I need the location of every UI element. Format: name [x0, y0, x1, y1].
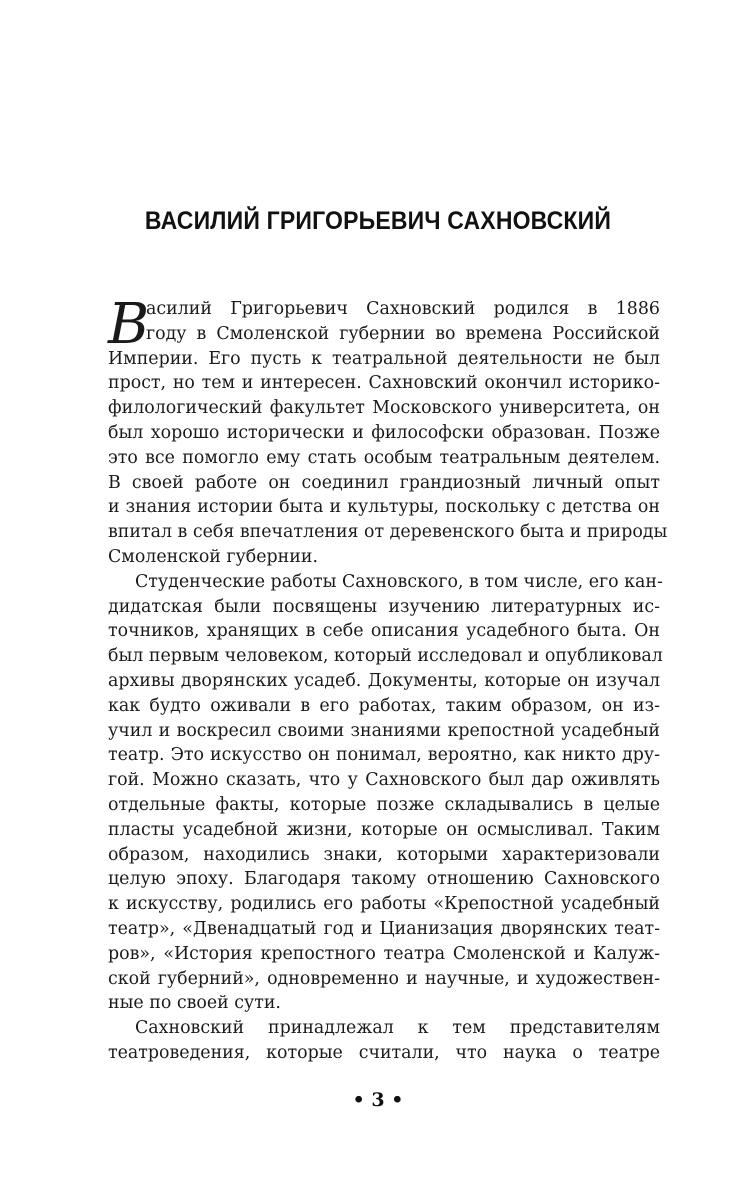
page-number: • 3 •: [352, 1089, 404, 1111]
text-line: театр», «Двенадцатый год и Цианизация дворянских теат-: [108, 918, 660, 939]
text-line: точников, хранящих в себе описания усадебного быта. Он: [108, 621, 660, 642]
text-line: учил и воскресил своими знаниями крепостной усадебный: [108, 720, 660, 741]
text-line: был хорошо исторически и философски образован. Позже: [108, 422, 660, 443]
text-line: был первым человеком, который исследовал и опубликовал: [108, 646, 663, 667]
text-line: к искусству, родились его работы «Крепостной усадебный: [108, 894, 660, 915]
text-line: дидатская были посвящены изучению литературных ис-: [108, 596, 660, 617]
text-line: это все помогло ему стать особым театральным деятелем.: [108, 447, 660, 468]
text-line: Империи. Его пусть к театральной деятельности не был: [108, 348, 660, 369]
text-line: архивы дворянских усадеб. Документы, которые он изучал: [108, 670, 660, 691]
text-line: ные по своей сути.: [108, 993, 281, 1014]
body-text: [108, 292, 668, 1066]
drop-cap: В: [108, 292, 150, 357]
text-line: впитал в себя впечатления от деревенского быта и природы: [108, 522, 668, 543]
text-line: как будто оживали в его работах, таким образом, он из-: [108, 695, 660, 716]
text-line: Смоленской губернии.: [108, 546, 318, 567]
text-line: прост, но тем и интересен. Сахновский окончил историко-: [108, 373, 660, 394]
text-line: году в Смоленской губернии во времена Российской: [146, 323, 660, 344]
text-line: пласты усадебной жизни, которые он осмысливал. Таким: [108, 819, 660, 840]
text-line: ской губерний», одновременно и научные, и художествен-: [108, 968, 660, 989]
text-line: образом, находились знаки, которыми характеризовали: [108, 844, 660, 865]
chapter-title: ВАСИЛИЙ ГРИГОРЬЕВИЧ САХНОВСКИЙ: [144, 207, 612, 235]
text-line: отдельные факты, которые позже складывались в целые: [108, 794, 660, 815]
text-line: ров», «История крепостного театра Смоленской и Калуж-: [108, 943, 660, 964]
text-line: театроведения, которые считали, что наука о театре: [108, 1042, 660, 1063]
text-line: Студенческие работы Сахновского, в том числе, его кан-: [135, 571, 663, 592]
text-line: гой. Можно сказать, что у Сахновского был дар оживлять: [108, 770, 660, 791]
text-line: В своей работе он соединил грандиозный личный опыт: [108, 472, 660, 493]
text-line: филологический факультет Московского университета, он: [108, 398, 660, 419]
text-line: целую эпоху. Благодаря такому отношению Сахновского: [108, 869, 660, 890]
text-line: асилий Григорьевич Сахновский родился в 1886: [146, 299, 660, 319]
text-line: и знания истории быта и культуры, поскольку с детства он: [108, 497, 660, 518]
text-line: Сахновский принадлежал к тем представителям: [135, 1018, 660, 1039]
text-line: театр. Это искусство он понимал, вероятно, как никто дру-: [108, 745, 660, 766]
